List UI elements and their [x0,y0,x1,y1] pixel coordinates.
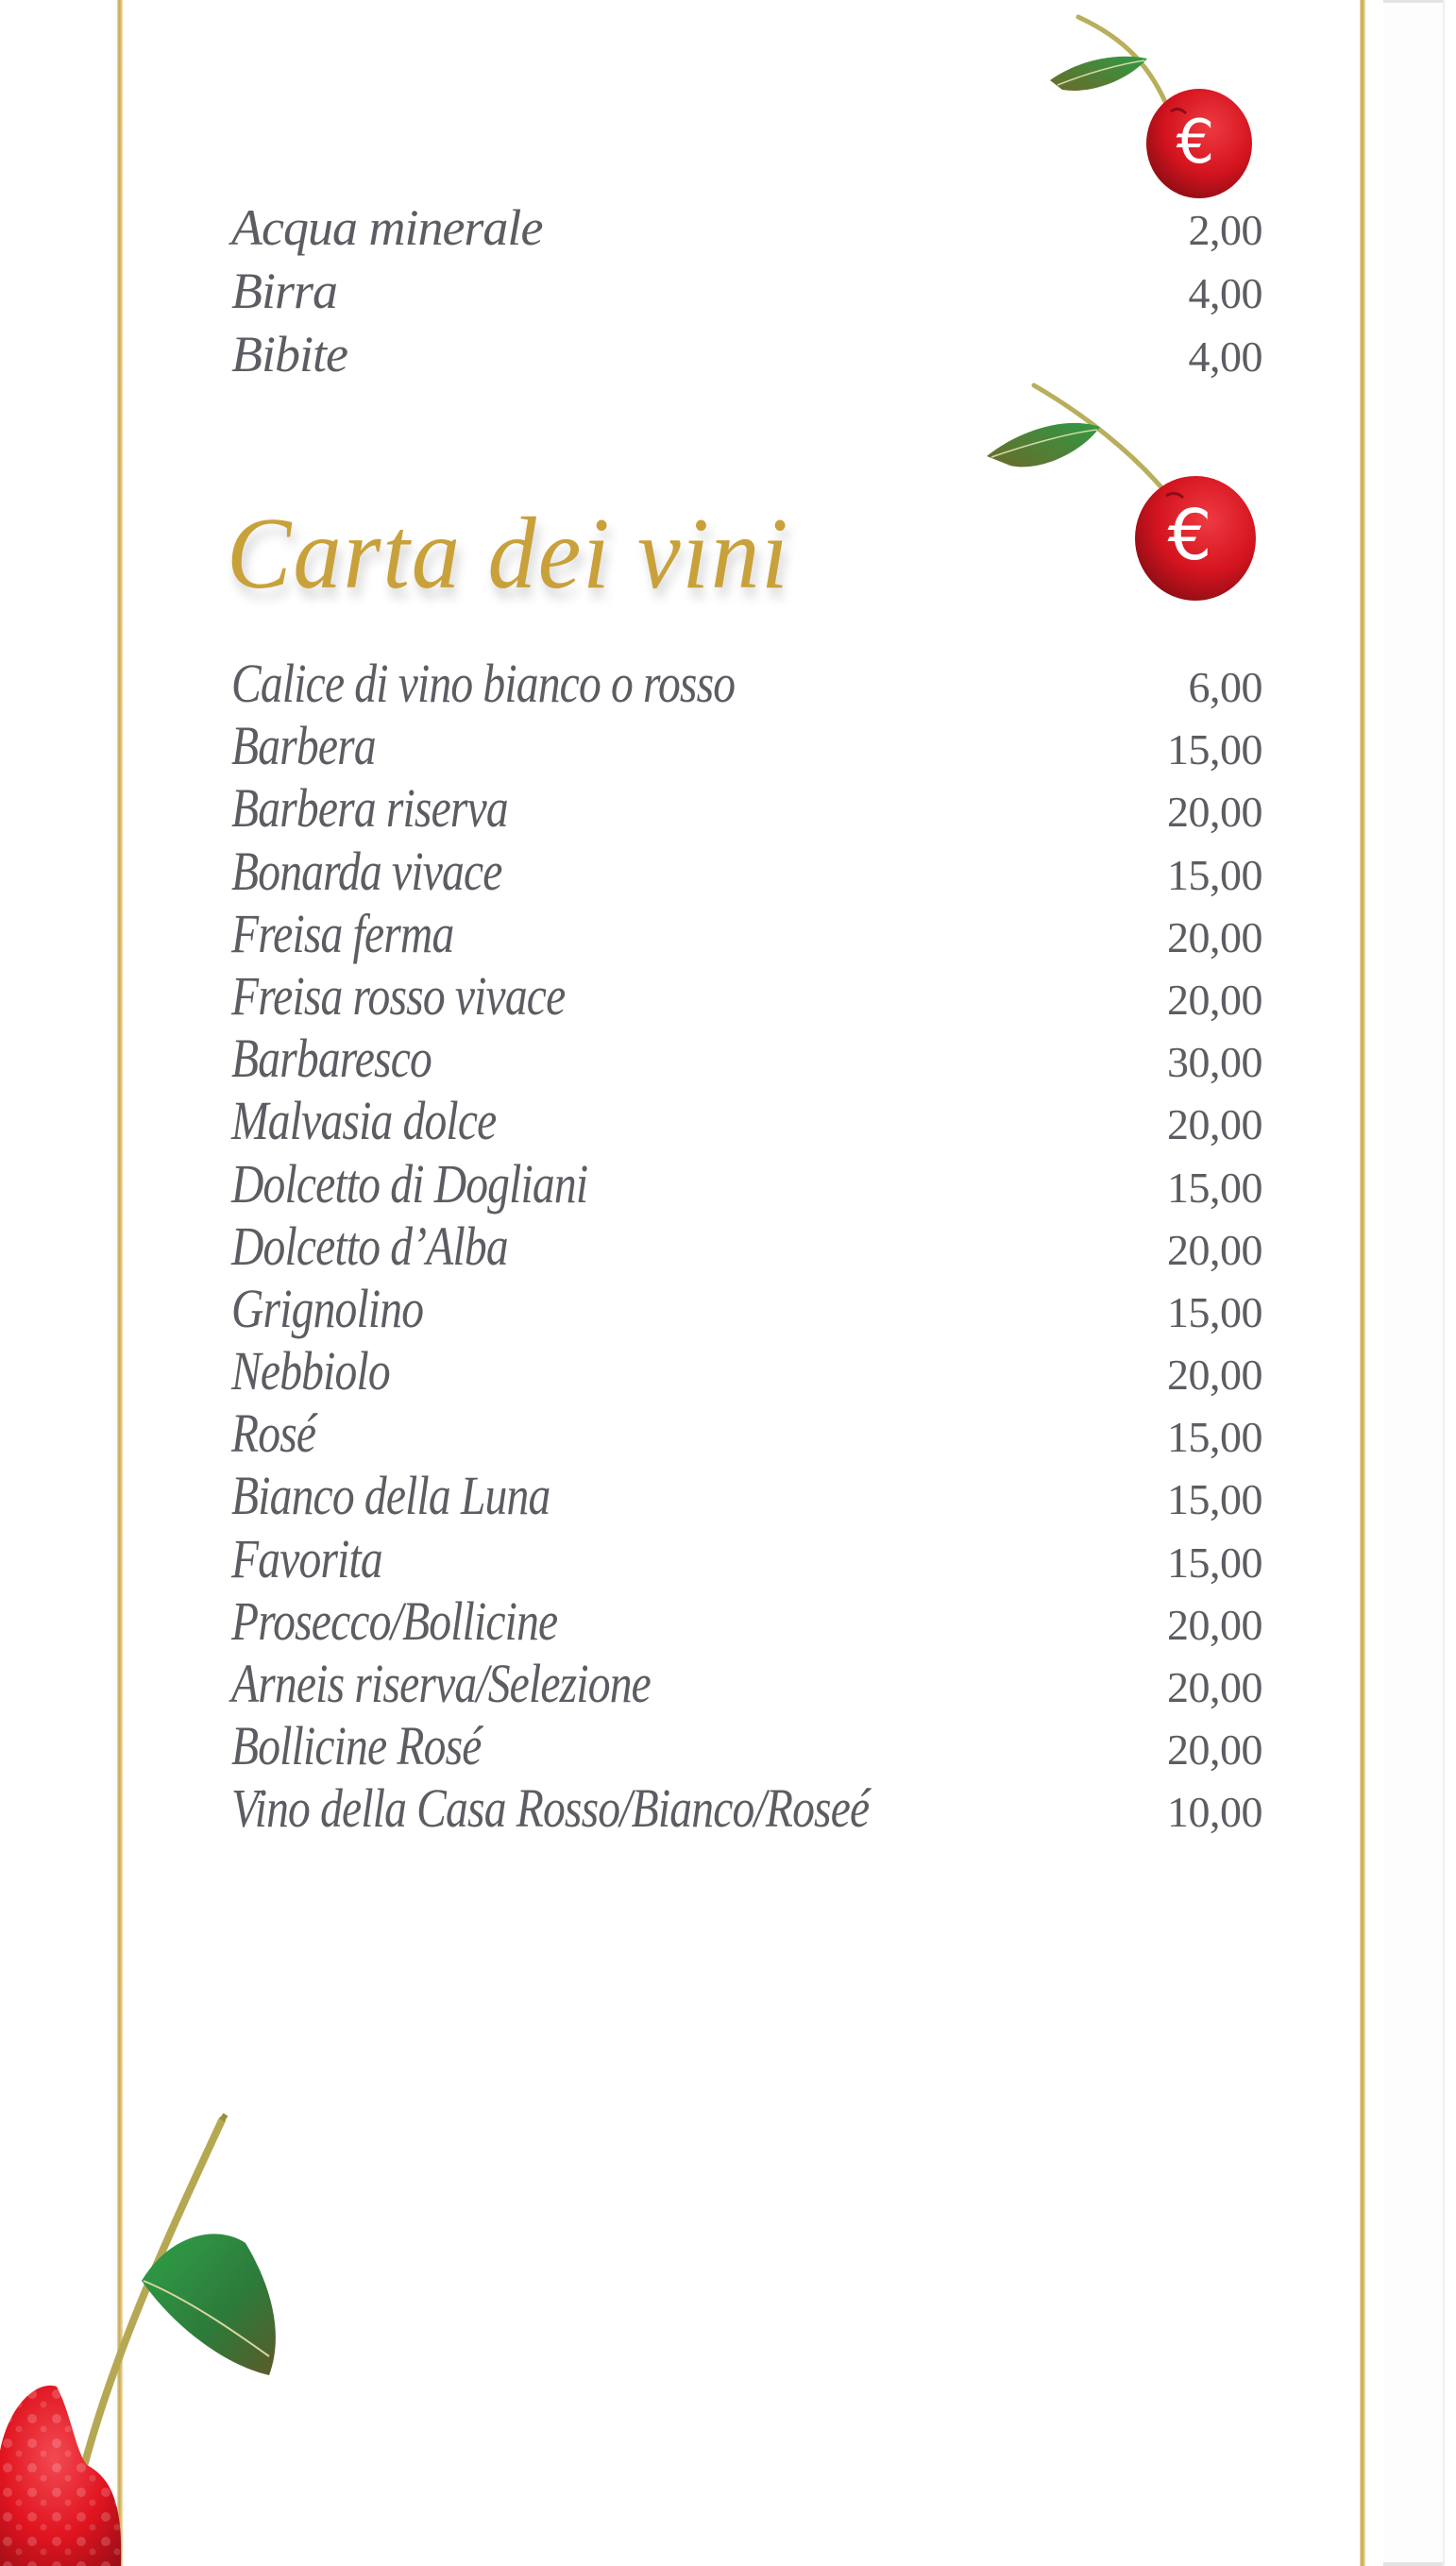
menu-item-row [231,1027,1262,1089]
svg-text:€: € [1167,495,1212,576]
drinks-list [231,198,1262,388]
item-price: 20,00 [1167,1600,1262,1649]
item-price: 15,00 [1167,1163,1262,1212]
item-price: 20,00 [1167,1725,1262,1775]
page-edge-top [1383,0,1443,3]
item-name: Bianco della Luna [231,1465,550,1527]
menu-item-row [231,1339,1262,1402]
item-name: Freisa rosso vivace [231,964,566,1027]
menu-item-row [231,1652,1262,1714]
menu-item-row [231,652,1262,714]
item-name: Bibite [231,326,347,382]
item-name: Birra [231,263,338,319]
item-price: 15,00 [1167,1287,1262,1336]
item-price: 15,00 [1167,725,1262,774]
menu-item-row [231,198,1262,262]
item-price: 6,00 [1188,663,1262,711]
menu-item-row [231,325,1262,388]
menu-item-row [231,1464,1262,1526]
item-name: Dolcetto d’Alba [231,1215,508,1277]
item-price: 4,00 [1188,269,1262,317]
svg-text:€: € [1176,108,1215,178]
menu-item-row [231,1589,1262,1652]
menu-frame-right-border [1360,0,1365,2566]
item-name: Freisa ferma [231,902,454,964]
menu-item-row [231,1527,1262,1589]
item-price: 4,00 [1188,332,1262,381]
menu-item-row [231,1402,1262,1464]
item-name: Nebbiolo [231,1340,390,1402]
item-price: 20,00 [1167,788,1262,837]
item-name: Prosecco/Bollicine [231,1589,558,1652]
item-name: Calice di vino bianco o rosso [231,653,736,714]
menu-item-row [231,840,1262,902]
menu-item-row [231,1714,1262,1776]
item-price: 20,00 [1167,1351,1262,1400]
menu-item-row [231,714,1262,776]
item-name: Barbera [231,715,376,777]
wine-list [231,652,1262,1840]
cherry-euro-icon [1039,9,1284,203]
item-name: Bonarda vivace [231,840,502,902]
item-name: Favorita [231,1527,382,1589]
item-name: Barbaresco [231,1028,432,1090]
item-price: 15,00 [1167,850,1262,899]
item-price: 20,00 [1167,912,1262,961]
item-price: 15,00 [1167,1475,1262,1524]
item-name: Vino della Casa Rosso/Bianco/Roseé [231,1777,870,1840]
adjacent-page-edge [1383,0,1445,2566]
menu-item-row [231,902,1262,964]
item-name: Bollicine Rosé [231,1715,482,1777]
menu-item-row [231,776,1262,839]
menu-item-row [231,1089,1262,1151]
item-price: 10,00 [1167,1788,1262,1837]
item-price: 15,00 [1167,1538,1262,1587]
menu-item-row [231,1152,1262,1215]
menu-item-row [231,964,1262,1027]
cherry-decoration-icon [0,2092,850,2566]
menu-item-row [231,262,1262,325]
item-price: 20,00 [1167,1100,1262,1149]
item-price: 20,00 [1167,1663,1262,1711]
item-price: 15,00 [1167,1413,1262,1462]
item-name: Dolcetto di Dogliani [231,1152,588,1215]
item-name: Rosé [231,1402,316,1465]
item-name: Barbera riserva [231,777,508,840]
item-price: 2,00 [1188,206,1262,254]
page-edge-bottom [1383,2562,1443,2566]
section-title-wine-list: Carta dei vini [227,498,790,610]
item-price: 30,00 [1167,1038,1262,1087]
menu-item-row [231,1776,1262,1839]
menu-item-row [231,1277,1262,1339]
cherry-euro-icon [982,378,1275,614]
item-name: Arneis riserva/Selezione [231,1653,651,1714]
item-price: 20,00 [1167,1225,1262,1274]
item-name: Grignolino [231,1277,424,1339]
item-name: Malvasia dolce [231,1090,497,1152]
item-name: Acqua minerale [231,199,543,256]
menu-item-row [231,1215,1262,1277]
item-price: 20,00 [1167,975,1262,1024]
